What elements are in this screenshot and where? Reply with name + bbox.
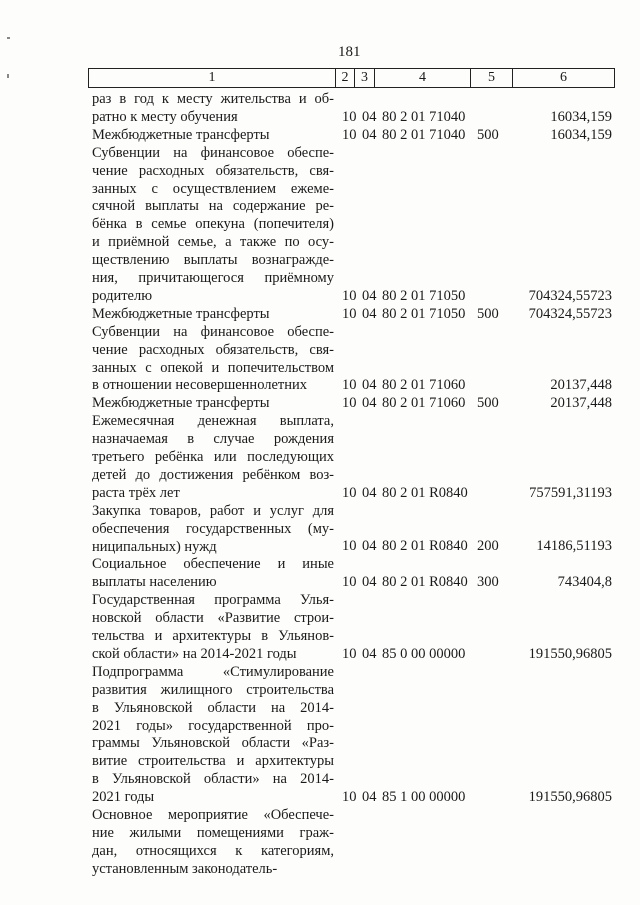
description-line: Межбюджетные трансферты [92,126,270,143]
code-target-article: 85 1 00 00000 [382,789,466,806]
description-line: в Ульяновской области» на 2014- [92,771,334,788]
code-target-article: 80 2 01 R0840 [382,538,468,555]
code-subsection: 04 [362,645,377,662]
code-target-article: 80 2 01 71040 [382,126,466,143]
code-section: 10 [342,645,357,662]
row-description [92,413,334,503]
header-col-6: 6 [560,70,567,85]
description-line: ской области» на 2014-2021 годы [92,645,297,662]
row-description [92,556,334,592]
description-line: ниципальных) нужд [92,538,217,555]
code-target-article: 80 2 01 71050 [382,287,466,304]
description-line: детей до достижения ребёнком воз- [92,466,334,483]
header-col-5: 5 [471,69,513,87]
row-description [92,145,334,306]
description-line: в отношении несовершеннолетних [92,377,308,394]
description-line: Закупка товаров, работ и услуг для [92,502,334,519]
description-line: в Ульяновской области на 2014- [92,699,334,716]
description-line: Социальное обеспечение и иные [92,556,334,573]
description-line: 2021 годы [92,789,155,806]
description-line: Подпрограмма «Стимулирование [92,663,334,680]
code-subsection: 04 [362,538,377,555]
code-target-article: 80 2 01 R0840 [382,484,468,501]
code-subsection: 04 [362,305,377,322]
page-number: 181 [338,44,361,60]
code-section: 10 [342,395,357,412]
description-line: обеспечения государственных (му- [92,520,334,537]
table-header [88,68,615,88]
row-description [92,592,334,664]
row-description [92,807,334,879]
description-line: Межбюджетные трансферты [92,305,270,322]
header-col-4: 4 [375,69,471,87]
code-section: 10 [342,789,357,806]
description-line: ния, причитающегося приёмному [92,270,334,287]
code-subsection: 04 [362,126,377,143]
description-line: ратно к месту обучения [92,108,238,125]
description-line: сячной выплаты на содержание ре- [92,198,334,215]
amount-value: 16034,159 [550,108,612,125]
description-line: тельства и архитектуры в Ульянов- [92,628,334,644]
description-line: ществлению выплаты вознагражде- [92,252,334,269]
amount-value: 757591,31193 [529,484,612,501]
description-line: Субвенции на финансовое обеспе- [92,323,334,340]
amount-value: 743404,8 [557,574,612,591]
row-description [92,395,334,413]
description-line: бёнка в семье опекуна (попечителя) [92,216,334,233]
scan-artifact [7,74,9,78]
row-description [92,127,334,145]
row-description [92,664,334,807]
header-col-1: 1 [89,69,336,87]
description-line: Государственная программа Улья- [92,592,334,609]
amount-value: 191550,96805 [528,789,612,806]
amount-value: 191550,96805 [528,645,612,662]
code-expense-type: 200 [477,538,499,555]
description-line: занных с опекой и попечительством [92,359,334,376]
code-section: 10 [342,377,357,394]
description-line: третьего ребёнка или последующих [92,449,334,465]
code-target-article: 80 2 01 71050 [382,305,466,322]
code-target-article: 80 2 01 71060 [382,395,466,412]
code-target-article: 80 2 01 R0840 [382,574,468,591]
row-description [92,91,334,127]
amount-value: 20137,448 [550,395,612,412]
row-description [92,324,334,396]
code-expense-type: 300 [477,574,499,591]
code-expense-type: 500 [477,305,499,322]
row-description [92,306,334,324]
description-line: установленным законодатель- [92,860,278,877]
amount-value: 704324,55723 [528,287,612,304]
description-line: чение расходных обязательств, свя- [92,162,334,179]
description-line: чение расходных обязательств, свя- [92,341,334,358]
header-col-2: 2 [336,69,355,87]
code-subsection: 04 [362,287,377,304]
code-subsection: 04 [362,108,377,125]
code-section: 10 [342,574,357,591]
code-target-article: 85 0 00 00000 [382,645,466,662]
description-line: назначаемая в случае рождения [92,431,334,448]
code-subsection: 04 [362,574,377,591]
description-line: ние жилыми помещениями граж- [92,824,334,841]
header-col-3: 3 [355,69,375,87]
code-target-article: 80 2 01 71060 [382,377,466,394]
description-line: 2021 годы» государственной про- [92,717,334,734]
description-line: раста трёх лет [92,484,180,501]
description-line: Субвенции на финансовое обеспе- [92,144,334,161]
description-line: выплаты населению [92,574,217,591]
description-line: новской области «Развитие строи- [92,610,334,627]
code-subsection: 04 [362,484,377,501]
description-line: родителю [92,287,153,304]
code-section: 10 [342,305,357,322]
code-section: 10 [342,108,357,125]
code-expense-type: 500 [477,395,499,412]
code-section: 10 [342,126,357,143]
amount-value: 704324,55723 [528,305,612,322]
code-section: 10 [342,287,357,304]
amount-value: 14186,51193 [536,538,612,555]
description-line: и приёмной семье, а также по осу- [92,234,334,251]
amount-value: 20137,448 [550,377,612,394]
code-subsection: 04 [362,377,377,394]
code-section: 10 [342,538,357,555]
description-line: Ежемесячная денежная выплата, [92,413,334,430]
description-line: занных с осуществлением ежеме- [92,180,334,197]
description-line: Основное мероприятие «Обеспече- [92,807,334,823]
description-line: развития жилищного строительства [92,681,334,698]
code-expense-type: 500 [477,126,499,143]
description-line: Межбюджетные трансферты [92,395,270,412]
code-subsection: 04 [362,395,377,412]
code-target-article: 80 2 01 71040 [382,108,466,125]
scan-artifact [7,37,10,39]
description-line: дан, относящихся к категориям, [92,842,334,859]
description-line: раз в год к месту жительства и об- [92,91,334,107]
description-line: витие строительства и архитектуры [92,753,334,770]
amount-value: 16034,159 [550,126,612,143]
description-line: граммы Ульяновской области «Раз- [92,735,334,752]
code-section: 10 [342,484,357,501]
code-subsection: 04 [362,789,377,806]
row-description [92,503,334,557]
